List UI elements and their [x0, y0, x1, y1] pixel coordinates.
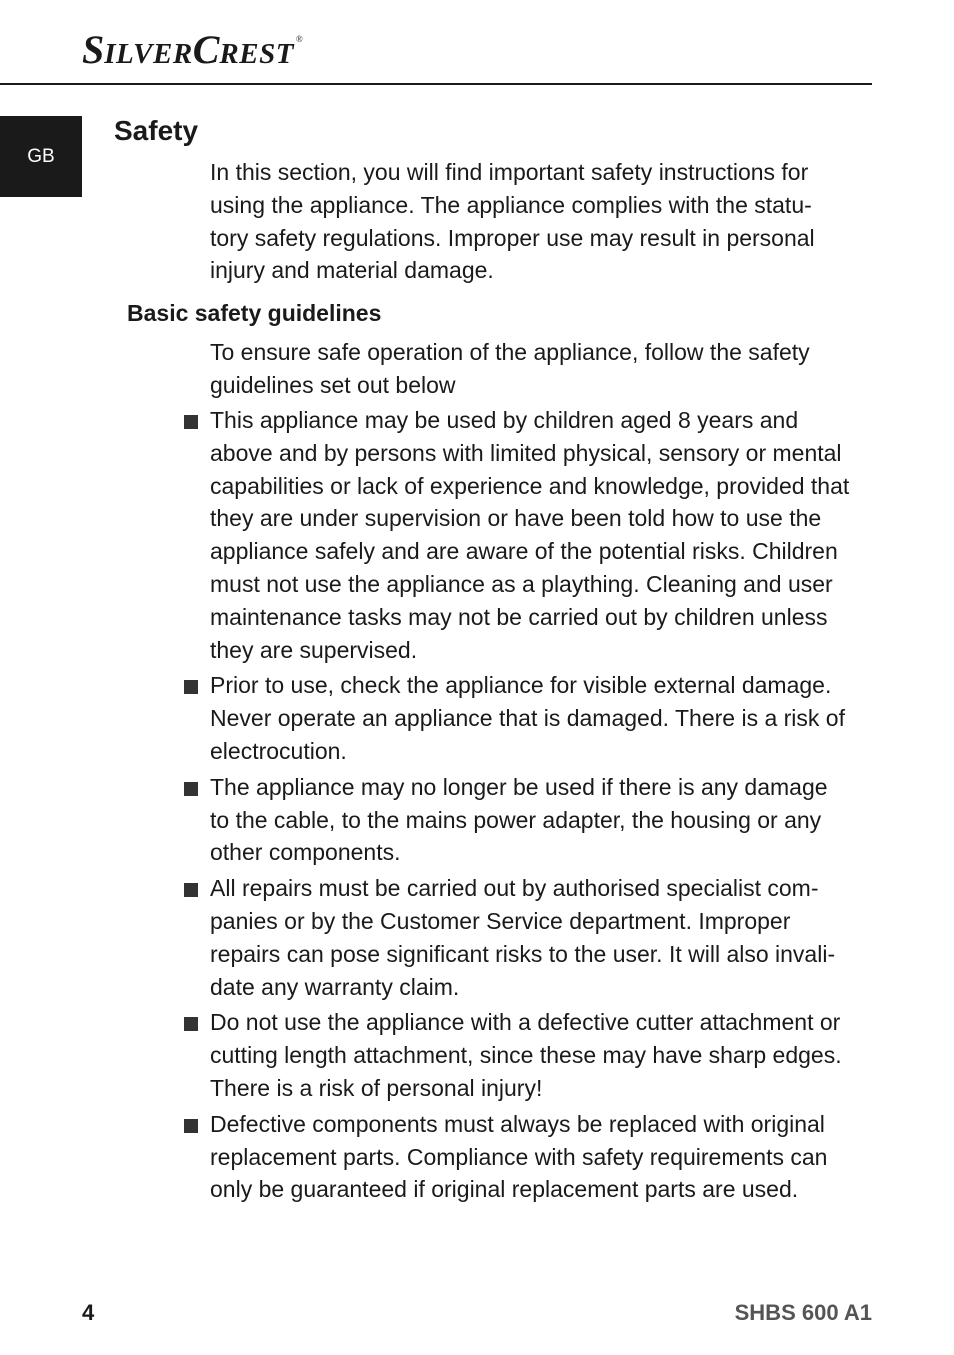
square-bullet-icon — [184, 782, 198, 796]
list-item — [210, 872, 850, 1003]
list-item — [210, 1108, 850, 1206]
logo-letter-s: S — [82, 27, 105, 72]
list-item-text: This appliance may be used by children aged 8 years and above and by persons with limited physical, sensory or mental capabilities or lack of experience and knowledge, provided that they are under supervision or have been told how to use the appliance safely and are aware of the potential risks. Children must not use the appliance as a plaything. Cleaning and user maintenance tasks may not be carried out by children unless they are supervised. — [210, 407, 850, 663]
safety-guidelines-list — [210, 404, 850, 1209]
subsection-intro: To ensure safe operation of the appliance, follow the safety guidelines set out below — [210, 339, 810, 398]
section-intro: In this section, you will find important safety instructions for using the appliance. The appliance complies with the statu-tory safety regulations. Improper use may result in personal injury and material damage. — [210, 159, 815, 284]
registered-mark: ® — [295, 34, 303, 44]
brand-logo — [82, 27, 303, 72]
list-item — [210, 404, 850, 666]
list-item — [210, 771, 850, 869]
square-bullet-icon — [184, 1017, 198, 1031]
header-divider — [0, 83, 872, 85]
square-bullet-icon — [184, 1119, 198, 1133]
square-bullet-icon — [184, 680, 198, 694]
language-tab — [0, 116, 82, 197]
list-item-text: The appliance may no longer be used if there is any damage to the cable, to the mains power adapter, the housing or any other components. — [210, 773, 828, 866]
logo-part-rest: REST — [219, 38, 294, 70]
list-item — [210, 1006, 850, 1104]
subsection-title: Basic safety guidelines — [127, 300, 382, 326]
square-bullet-icon — [184, 415, 198, 429]
page-number: 4 — [82, 1300, 95, 1325]
list-item — [210, 669, 850, 767]
list-item-text: Do not use the appliance with a defective cutter attachment or cutting length attachment, since these may have sharp edges. There is a risk of personal injury! — [210, 1009, 842, 1101]
list-item-text: All repairs must be carried out by authorised specialist com-panies or by the Customer Service department. Improper repairs can pose significant risks to the user. It will also invali-date any warranty claim. — [210, 875, 836, 1000]
list-item-text: Prior to use, check the appliance for visible external damage. Never operate an appliance that is damaged. There is a risk of electrocution. — [210, 672, 845, 764]
model-number: SHBS 600 A1 — [734, 1300, 872, 1325]
logo-part-ilver: ILVER — [104, 38, 193, 70]
section-title: Safety — [114, 115, 199, 146]
language-tab-label: GB — [27, 146, 55, 167]
square-bullet-icon — [184, 883, 198, 897]
list-item-text: Defective components must always be replaced with original replacement parts. Compliance with safety requirements can only be guaranteed if original replacement parts are used. — [210, 1110, 828, 1203]
logo-letter-c: C — [192, 27, 220, 72]
